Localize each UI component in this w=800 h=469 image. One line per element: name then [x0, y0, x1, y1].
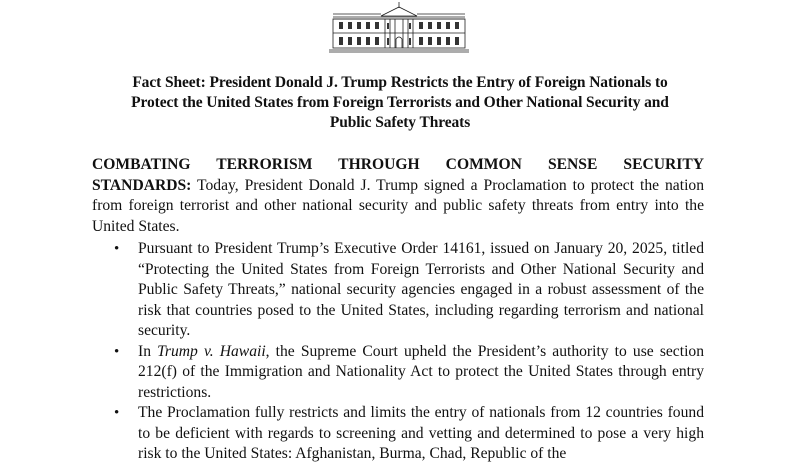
bullet-text-post: , the Supreme Court upheld the President’s authority to use section 212(f) of the Immigration and Nationality Act to protect the United States through entry restrictions. [138, 342, 704, 401]
bullet-text-pre: In [138, 342, 158, 360]
bullet-icon: • [114, 343, 120, 360]
intro-text: Today, President Donald J. Trump signed a Proclamation to protect the nation from foreign terrorist and other national security and public safety threats from entry into the United States. [92, 176, 704, 235]
list-item [114, 403, 704, 465]
bullet-icon: • [114, 241, 120, 257]
white-house-icon [329, 2, 469, 54]
document-body [92, 155, 704, 465]
list-item [114, 239, 704, 342]
intro-paragraph [92, 155, 704, 237]
bullet-text: The Proclamation fully restricts and limits the entry of nationals from 12 countries found to be deficient with regards to screening and vetting and determined to pose a very high risk to the United States: Afghanistan, Burma, Chad, Republic of the [138, 404, 704, 462]
document-title [90, 73, 710, 133]
list-item [114, 342, 704, 404]
title-line-2: Protect the United States from Foreign Terrorists and Other National Security and [131, 94, 669, 111]
bullet-list [92, 239, 704, 465]
title-line-3: Public Safety Threats [329, 114, 471, 131]
title-line-1: Fact Sheet: President Donald J. Trump Restricts the Entry of Foreign Nationals to [132, 74, 668, 91]
case-citation: Trump v. Hawaii [157, 342, 266, 360]
intro-lead: COMBATING TERRORISM THROUGH COMMON SENSE SECURITY STANDARDS: [92, 156, 704, 194]
bullet-icon: • [114, 405, 120, 421]
bullet-text: Pursuant to President Trump’s Executive Order 14161, issued on January 20, 2025, titled “Protecting the United States from Foreign Terrorists and Other National Security and Public Safety Threats,” national security agencies engaged in a robust assessment of the risk that countries posed to the United States, including regarding terrorism and national security. [138, 240, 704, 339]
